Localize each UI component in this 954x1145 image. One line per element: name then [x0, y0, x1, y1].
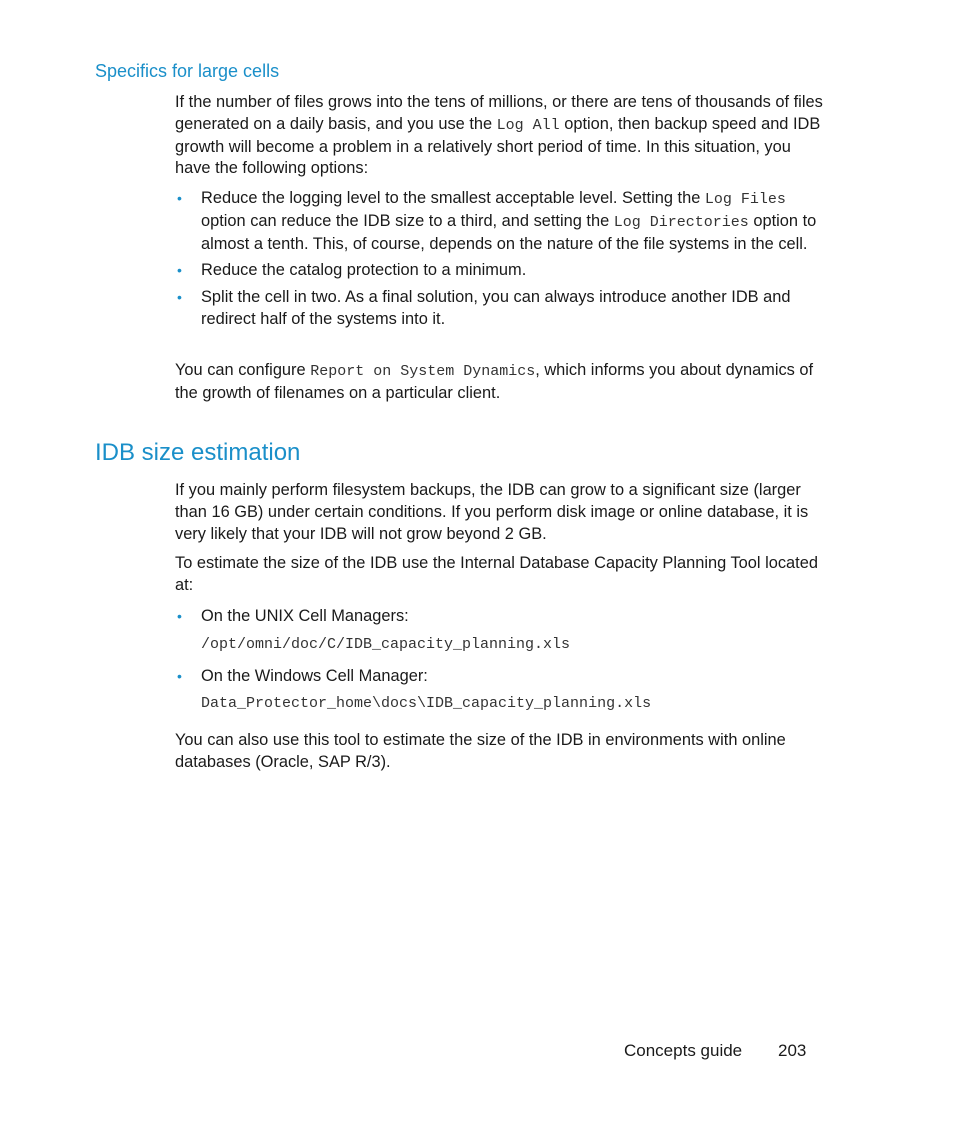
- list-item: • On the Windows Cell Manager:: [175, 666, 825, 688]
- section-heading-idb-size: IDB size estimation: [95, 439, 301, 466]
- idb-size-paragraph-3: You can also use this tool to estimate the size of the IDB in environments with online databases (Oracle, SAP R/3).: [175, 731, 786, 771]
- unix-location-list: [175, 606, 825, 628]
- section-heading-large-cells: Specifics for large cells: [95, 61, 280, 81]
- large-cells-intro-paragraph: If the number of files grows into the tens of millions, or there are tens of thousands of files generated on a daily basis, and you use the Log All option, then backup speed and IDB growth will become a problem in a relatively short period of time. In this situation, you have the following options:: [175, 93, 823, 178]
- list-item: • Split the cell in two. As a final solution, you can always introduce another IDB and redirect half of the systems into it.: [177, 288, 791, 328]
- code-log-all: Log All: [496, 116, 560, 134]
- list-item: • Reduce the catalog protection to a minimum.: [175, 260, 825, 282]
- bullet-icon: •: [177, 608, 182, 624]
- large-cells-options-list: [175, 188, 825, 331]
- bullet-icon: •: [177, 668, 182, 684]
- list-item: • On the UNIX Cell Managers:: [175, 606, 825, 628]
- code-log-files: Log Files: [704, 191, 786, 208]
- unix-path: /opt/omni/doc/C/IDB_capacity_planning.xls: [201, 636, 571, 653]
- bullet-icon: •: [177, 262, 182, 279]
- bullet-icon: •: [177, 289, 182, 306]
- code-log-directories: Log Directories: [613, 213, 749, 231]
- list-item: • Reduce the logging level to the smallest acceptable level. Setting the Log Files option can reduce the IDB size to a third, and setting the Log Directories option to almost a tenth. This, of course, depends on the nature of the file systems in the cell.: [177, 189, 817, 253]
- idb-size-paragraph-1: If you mainly perform filesystem backups, the IDB can grow to a significant size (larger than 16 GB) under certain conditions. If you perform disk image or online database, it is very likely that your IDB will not grow beyond 2 GB.: [175, 481, 809, 543]
- windows-location-list: [175, 666, 825, 688]
- footer-guide-title: Concepts guide: [624, 1041, 743, 1060]
- code-report-system-dynamics: Report on System Dynamics: [310, 363, 536, 380]
- idb-size-paragraph-2: To estimate the size of the IDB use the Internal Database Capacity Planning Tool located at:: [175, 554, 818, 594]
- large-cells-closing-paragraph: You can configure Report on System Dynamics, which informs you about dynamics of the growth of filenames on a particular client.: [175, 361, 814, 402]
- windows-path: Data_Protector_home\docs\IDB_capacity_planning.xls: [201, 695, 652, 712]
- page-number: 203: [778, 1041, 807, 1060]
- bullet-icon: •: [177, 190, 182, 206]
